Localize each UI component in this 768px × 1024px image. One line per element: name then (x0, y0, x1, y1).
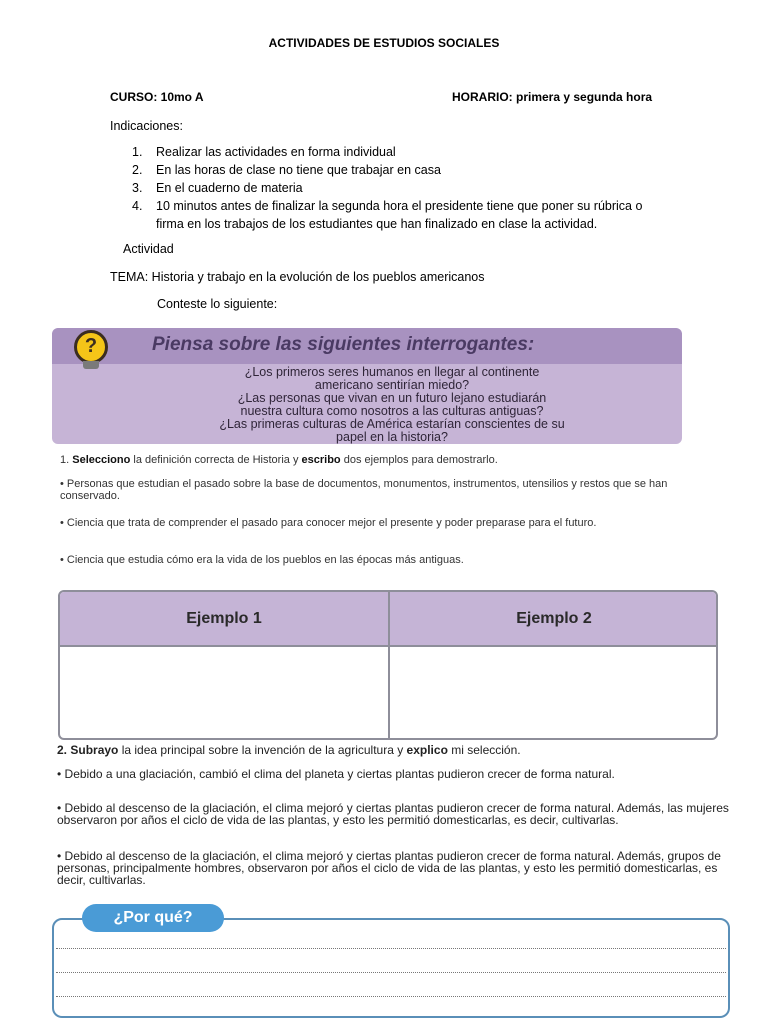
indicaciones-list (110, 143, 670, 233)
answer-line (56, 972, 726, 973)
section2-option: • Debido al descenso de la glaciación, el clima mejoró y ciertas plantas pudieron crecer de forma natural. Además, las mujeres observaron por años el ciclo de vida de las plantas, y esto les permitió domesticarlas, es decir, cultivarlas. (57, 801, 729, 827)
section2-option: • Debido a una glaciación, cambió el clima del planeta y ciertas plantas pudieron crecer de forma natural. (57, 767, 615, 781)
section1-option: • Ciencia que trata de comprender el pasado para conocer mejor el presente y poder preparase para el futuro. (60, 517, 597, 529)
list-item: 4. 10 minutos antes de finalizar la segunda hora el presidente tiene que poner su rúbrica o firma en los trabajos de los estudiantes que han finalizado en clase la actividad. (132, 199, 643, 231)
questions-banner (52, 328, 682, 444)
section1-option: • Personas que estudian el pasado sobre la base de documentos, monumentos, instrumentos, utensilios y restos que se han conservado. (60, 478, 668, 502)
section2-option: • Debido al descenso de la glaciación, el clima mejoró y ciertas plantas pudieron crecer de forma natural. Además, grupos de personas, principalmente hombres, observaron por años el ciclo de vida de las plantas, y esto les permitió domesticarlas, es decir, cultivarlas. (57, 849, 721, 887)
porque-label: ¿Por qué? (82, 904, 224, 932)
answer-line (56, 996, 726, 997)
conteste-label: Conteste lo siguiente: (157, 297, 278, 311)
examples-table (58, 590, 718, 740)
page-title: ACTIVIDADES DE ESTUDIOS SOCIALES (268, 36, 500, 50)
list-item: 2. En las horas de clase no tiene que trabajar en casa (132, 163, 441, 177)
section1-heading: 1. Selecciono la definición correcta de Historia y escribo dos ejemplos para demostrarlo. (60, 454, 498, 466)
banner-title: Piensa sobre las siguientes interrogantes: (152, 334, 535, 355)
lightbulb-base (83, 361, 99, 369)
indicaciones-label: Indicaciones: (110, 119, 183, 133)
ejemplo-2-header: Ejemplo 2 (516, 610, 592, 627)
porque-answer-box[interactable] (52, 918, 730, 1018)
banner-questions: ¿Los primeros seres humanos en llegar al continente americano sentirían miedo? ¿Las personas que vivan en un futuro lejano estudiarán nuestra cultura como nosotros a las culturas antiguas? ¿Las primeras culturas de América estarían conscientes de su papel en la historia? (219, 365, 565, 444)
section1-option: • Ciencia que estudia cómo era la vida de los pueblos en las épocas más antiguas. (60, 554, 464, 566)
list-item: 1. Realizar las actividades en forma individual (132, 145, 396, 159)
ejemplo-1-header: Ejemplo 1 (186, 610, 262, 627)
answer-line (56, 948, 726, 949)
tema-label: TEMA: Historia y trabajo en la evolución de los pueblos americanos (110, 270, 485, 284)
curso-label: CURSO: 10mo A (110, 90, 204, 104)
lightbulb-question-icon: ? (74, 330, 108, 364)
horario-label: HORARIO: primera y segunda hora (452, 90, 653, 104)
list-item: 3. En el cuaderno de materia (132, 181, 303, 195)
actividad-label: Actividad (123, 242, 174, 256)
section2-heading: 2. Subrayo la idea principal sobre la invención de la agricultura y explico mi selección. (57, 743, 521, 757)
